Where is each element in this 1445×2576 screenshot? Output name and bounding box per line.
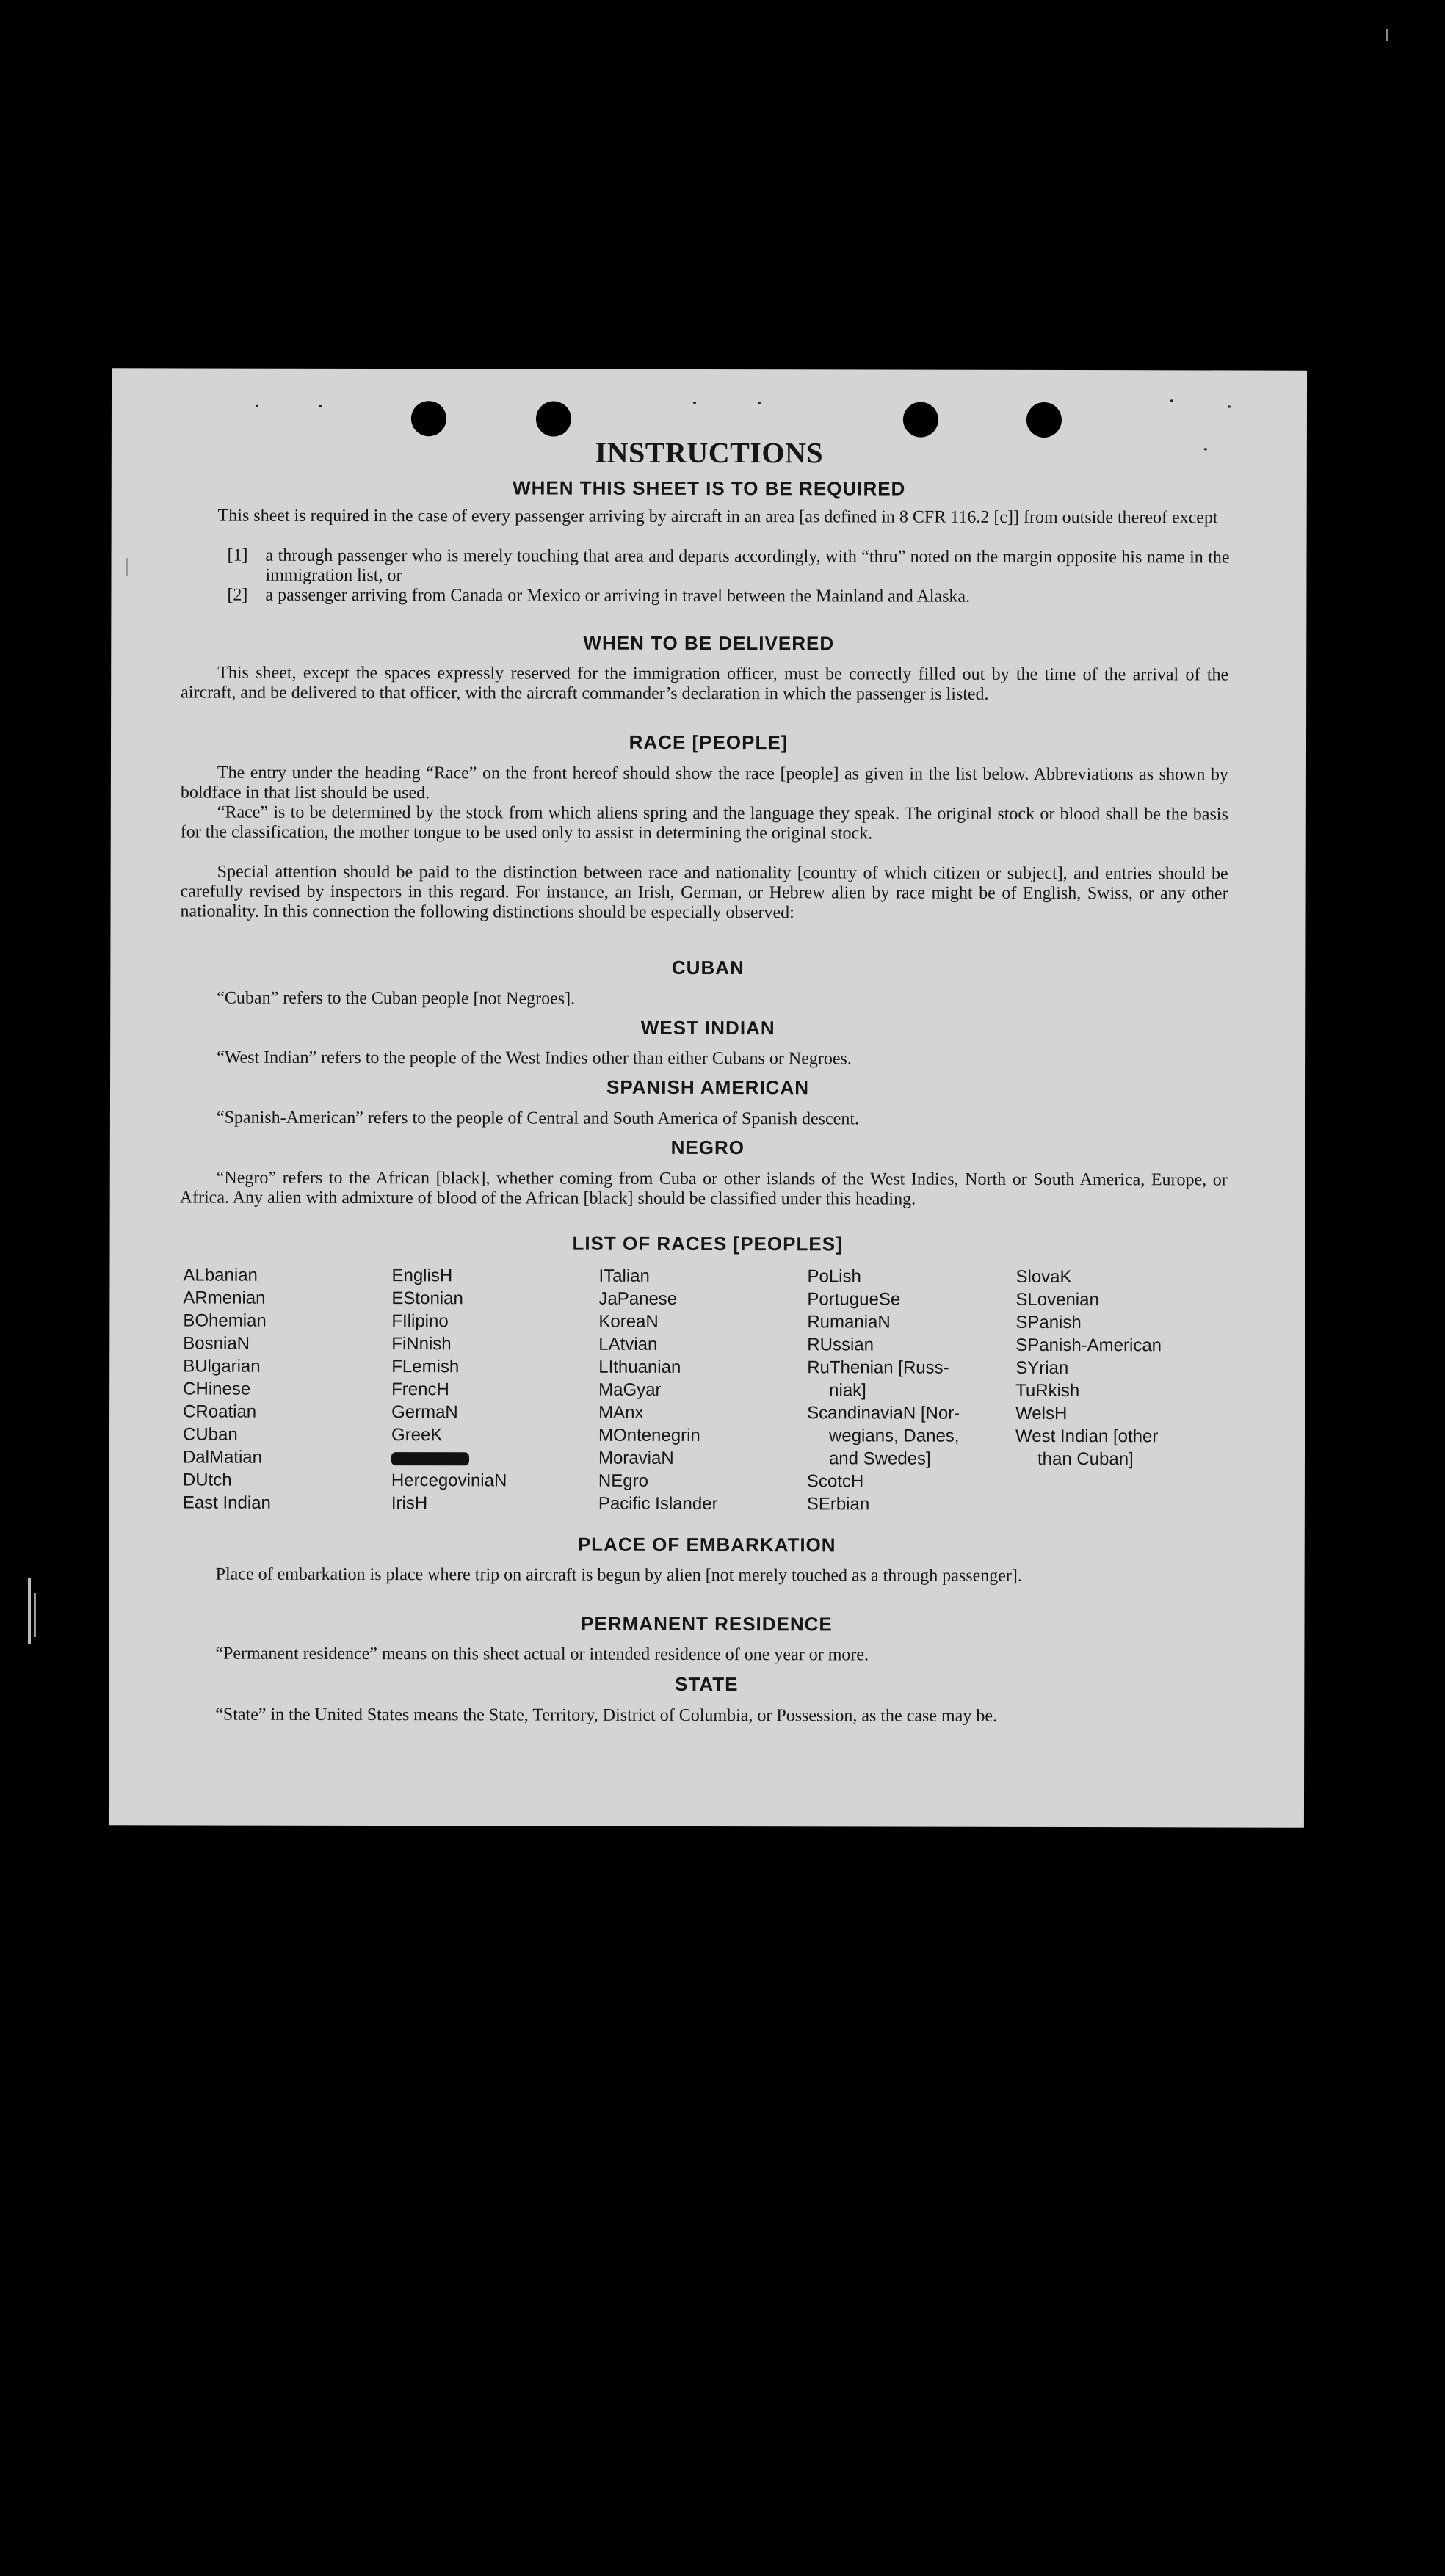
race-entry: SLovenian [1015,1289,1099,1310]
race-entry: FLemish [391,1357,460,1377]
race-entry: SErbian [806,1494,870,1514]
spanish-american-text: “Spanish-American” refers to the people of Central and South America of Spanish descent. [216,1108,860,1129]
race-entry: PortugueSe [807,1289,901,1310]
races-list [182,1264,1241,1514]
scan-mark [28,1578,31,1644]
race-entry: ITalian [598,1266,650,1286]
race-entry: GreeK [391,1425,443,1445]
heading-negro: NEGRO [670,1136,745,1159]
races-column-2 [391,1264,507,1514]
race-entry: SPanish [1015,1312,1082,1333]
race-entry: DUtch [182,1470,232,1490]
residence-text: “Permanent residence” means on this sheet actual or intended residence of one year or more. [215,1644,869,1665]
race-entry: RuThenian [Russ- [807,1357,949,1378]
race-paragraph-2: “Race” is to be determined by the stock from which aliens spring and the language they speak. The original stock or blood shall be the basis for the classification, the mother tongue to be used only to assist in determining the original stock. [180,802,1228,843]
state-text: “State” in the United States means the State, Territory, District of Columbia, or Possession, as the case may be. [215,1705,998,1726]
punch-hole [411,401,446,436]
page-title: INSTRUCTIONS [595,435,824,470]
item-number: [1] [227,545,248,565]
race-entry: KoreaN [598,1311,659,1332]
race-entry: EStonian [391,1288,463,1309]
race-entry: MoraviaN [598,1448,674,1468]
races-column-5 [1015,1266,1162,1470]
race-entry: JaPanese [598,1288,678,1309]
scan-mark [34,1593,36,1637]
race-entry: CRoatian [183,1401,257,1422]
race-entry: RumaniaN [807,1312,891,1332]
race-entry: ALbanian [183,1265,258,1285]
race-entry: IrisH [391,1493,428,1514]
race-entry: FIlipino [391,1311,449,1332]
race-entry: CUban [183,1424,238,1445]
speck [1170,399,1173,402]
punch-hole [903,402,938,438]
race-entry: PoLish [807,1266,861,1287]
instruction-sheet [109,368,1307,1827]
scan-mark [126,558,128,576]
embarkation-text: Place of embarkation is place where trip on aircraft is begun by alien [not merely touched as a through passenger]. [215,1564,1022,1586]
race-entry: BOhemian [183,1310,267,1331]
races-column-4 [807,1265,960,1515]
heading-when-required: WHEN THIS SHEET IS TO BE REQUIRED [513,476,906,500]
race-entry: WelsH [1015,1403,1068,1424]
race-entry-continued: niak] [829,1380,866,1401]
race-entry-continued: wegians, Danes, [829,1426,960,1446]
heading-list-of-races: LIST OF RACES [PEOPLES] [572,1232,843,1255]
race-entry: LIthuanian [598,1357,681,1377]
race-entry-continued: than Cuban] [1037,1448,1134,1470]
redaction-mark [391,1452,469,1465]
race-entry: DalMatian [182,1447,263,1467]
race-entry: ScotcH [806,1471,864,1492]
race-entry: West Indian [other [1015,1426,1159,1447]
race-entry: MOntenegrin [598,1425,700,1445]
races-column-3 [598,1265,718,1515]
race-entry: SPanish-American [1015,1335,1162,1356]
negro-text: “Negro” refers to the African [black], whether coming from Cuba or other islands of the West Indies, North or South America, Europe, or Africa. Any alien with admixture of blood of the African [black] should be classified under this heading. [179,1168,1228,1209]
race-entry: RUssian [807,1335,874,1355]
race-entry: SlovaK [1015,1266,1072,1288]
races-column-1 [183,1264,272,1514]
speck [256,405,258,407]
race-entry: CHinese [183,1379,251,1399]
when-required-intro: This sheet is required in the case of every passenger arriving by aircraft in an area [as defined in 8 CFR 116.2 [c]] from outside thereof except [217,506,1218,528]
race-entry: TuRkish [1015,1380,1080,1401]
item-text: a passenger arriving from Canada or Mexico or arriving in travel between the Mainland and Alaska. [265,585,971,606]
race-entry: NEgro [598,1470,648,1491]
race-entry: MAnx [598,1402,644,1423]
heading-cuban: CUBAN [671,956,745,979]
race-entry: BosniaN [183,1333,250,1354]
item-number: [2] [227,585,248,605]
punch-hole [536,402,571,437]
exception-item-1 [227,545,1230,588]
heading-embarkation: PLACE OF EMBARKATION [577,1533,836,1556]
race-entry: MaGyar [598,1379,662,1400]
scan-mark [1386,29,1388,41]
race-entry: ARmenian [183,1288,266,1308]
race-entry: LAtvian [598,1334,658,1354]
race-entry: ScandinaviaN [Nor- [807,1403,960,1423]
speck [319,405,322,407]
race-entry: FrencH [391,1379,449,1400]
when-delivered-text: This sheet, except the spaces expressly reserved for the immigration officer, must be correctly filled out by the time of the arrival of the aircraft, and be delivered to that officer, with the aircraft commander’s declaration in which the passenger is listed. [181,663,1229,704]
race-entry: East Indian [182,1492,271,1513]
race-entry: FiNnish [391,1334,452,1354]
speck [758,402,761,404]
punch-hole [1026,402,1062,438]
heading-race: RACE [PEOPLE] [629,730,789,754]
heading-west-indian: WEST INDIAN [640,1016,775,1040]
heading-when-delivered: WHEN TO BE DELIVERED [583,631,835,655]
race-entry: SYrian [1015,1357,1069,1379]
speck [1228,405,1231,407]
race-paragraph-3: Special attention should be paid to the distinction between race and nationality [country of which citizen or subject], and entries should be carefully revised by inspectors in this regard. For instance, an Irish, German, or Hebrew alien by race might be of English, Swiss, or any other nationality. In this connection the following distinctions should be especially observed: [180,862,1228,923]
race-entry: GermaN [391,1402,458,1423]
redacted-entry [391,1446,507,1469]
west-indian-text: “West Indian” refers to the people of the West Indies other than either Cubans or Negroes. [217,1048,852,1069]
race-entry: Pacific Islander [598,1493,718,1514]
race-entry-continued: and Swedes] [828,1448,931,1469]
item-text: a through passenger who is merely touching that area and departs accordingly, with “thru” noted on the margin opposite his name in the immigration list, or [265,545,1230,586]
race-paragraph-1: The entry under the heading “Race” on the front hereof should show the race [people] as given in the list below. Abbreviations as shown by boldface in that list should be used. [180,763,1228,803]
heading-spanish-american: SPANISH AMERICAN [606,1075,810,1099]
cuban-text: “Cuban” refers to the Cuban people [not Negroes]. [217,988,576,1009]
heading-state: STATE [675,1672,739,1696]
race-entry: BUlgarian [183,1356,261,1376]
speck [693,402,696,404]
exception-item-2 [227,585,1229,608]
race-entry: HercegoviniaN [391,1470,507,1491]
race-entry: EnglisH [391,1266,453,1286]
heading-permanent-residence: PERMANENT RESIDENCE [581,1612,833,1636]
